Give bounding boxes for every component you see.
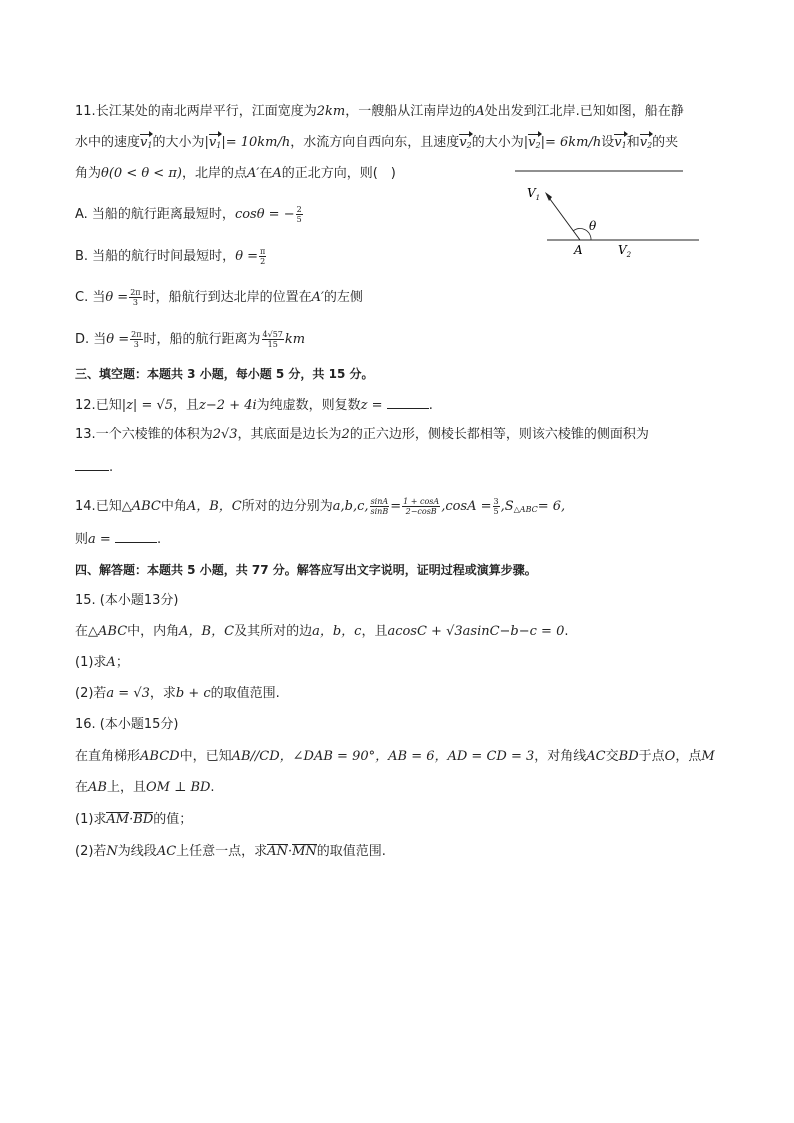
q16-text: 中，已知 [179, 749, 232, 764]
abs-v1: $|v_1|$ [204, 135, 225, 150]
q15-math: A，B，C [179, 624, 235, 639]
option-math: θ = [105, 290, 129, 305]
dot-operator: · [129, 812, 134, 827]
q13-text: 一个六棱锥的体积为 [95, 427, 213, 442]
option-math: θ = [235, 249, 259, 264]
q16-math: AC [156, 844, 177, 859]
q11-option-a [75, 205, 304, 224]
q16-line2 [75, 780, 215, 796]
q16-math: AC [586, 749, 606, 764]
q16-text: 上，且 [106, 780, 146, 795]
q15-math: acosC + √3asinC−b−c = 0 [387, 624, 565, 639]
v1-arrow [547, 195, 580, 240]
option-text: C. 当 [75, 290, 106, 305]
option-point: A′ [311, 290, 324, 305]
q15-text: ，且 [361, 624, 388, 639]
q11-text: 角为 [75, 166, 102, 181]
q14-text: 则 [75, 532, 89, 547]
fraction: $\frac{\pi}{2}$ [260, 247, 266, 266]
q16-text: (2)若 [75, 844, 107, 859]
q16-text: 为线段 [117, 844, 157, 859]
q13-number: 13. [75, 427, 96, 442]
q11-number: 11. [75, 104, 96, 119]
q12-math: |z| = √5 [121, 398, 174, 413]
q16-part2 [75, 844, 386, 860]
fraction: $\frac{2\pi}{3}$ [131, 330, 142, 349]
q11-text: 长江某处的南北两岸平行，江面宽度为 [95, 104, 317, 119]
theta-label: θ [589, 219, 597, 233]
q11-text: ，水流方向自西向东，且速度 [290, 135, 460, 150]
option-math: cosθ = − [234, 207, 295, 222]
q16-text: 在直角梯形 [75, 749, 141, 764]
q11-text: 处出发到江北岸.已知如图，船在静 [484, 104, 684, 119]
q16-text: 的取值范围. [316, 844, 386, 859]
point-a-label: A [574, 243, 583, 257]
section-3-heading: 三、填空题：本题共 3 小题，每小题 5 分，共 15 分。 [75, 367, 374, 381]
q11-point: A [475, 104, 485, 119]
q11-text: 水中的速度 [75, 135, 141, 150]
dot-operator: · [287, 844, 293, 859]
q16-text: (1)求 [75, 812, 107, 827]
q14-math: ,S [500, 499, 514, 514]
q14-math: △ABC [121, 499, 161, 514]
fraction: $\frac{\sin A}{\sin B}$ [370, 497, 389, 516]
q11-text: 设 [601, 135, 615, 150]
q14-text: 中角 [160, 499, 187, 514]
q16-part1 [75, 812, 192, 828]
q11-point: A [272, 166, 282, 181]
q14-line2 [75, 530, 161, 548]
q16-text: . [210, 780, 215, 795]
q16-math: O [664, 749, 676, 764]
answer-blank[interactable] [115, 530, 157, 543]
q16-text: 于点 [638, 749, 665, 764]
vector-v1: $v_1$ [614, 135, 626, 154]
q14-math: a,b,c, [332, 499, 369, 514]
vector-v1: $v_1$ [140, 135, 152, 154]
vector-v2: $v_2$ [459, 135, 471, 154]
q13-line1 [75, 427, 649, 443]
option-text: 时，船的航行距离为 [143, 332, 261, 347]
vector-am: AM [106, 812, 130, 827]
q16-text: ，点 [675, 749, 702, 764]
q11-theta-range: θ(0 < θ < π) [101, 166, 182, 181]
q11-option-c [75, 288, 363, 307]
q16-text: 上任意一点，求 [176, 844, 268, 859]
option-text: B. 当船的航行时间最短时， [75, 249, 236, 264]
q15-text: 中，内角 [127, 624, 180, 639]
q15-heading: 15. (本小题13分) [75, 593, 179, 608]
q11-line3 [75, 166, 396, 182]
q15-part2 [75, 686, 280, 702]
q12-number: 12. [75, 398, 96, 413]
q11-line2 [75, 135, 678, 154]
q16-math: M [701, 749, 715, 764]
q15-math: A [106, 655, 116, 670]
q12-math: z−2 + 4i [199, 398, 257, 413]
answer-blank[interactable] [387, 396, 429, 409]
q12-text: 为纯虚数，则复数 [256, 398, 361, 413]
fraction: $\frac{4√57}{15}$ [262, 330, 283, 349]
q11-text: 的夹 [652, 135, 679, 150]
q16-math: AB//CD，∠DAB = 90°，AB = 6，AD = CD = 3 [231, 749, 535, 764]
q16-text: ，对角线 [534, 749, 587, 764]
q16-heading: 16. (本小题15分) [75, 717, 179, 732]
q11-point: A′ [246, 166, 260, 181]
q15-text: 及其所对的边 [234, 624, 313, 639]
q15-text: 的取值范围. [210, 686, 280, 701]
q14-math: = [390, 499, 402, 514]
fraction: $\frac{3}{5}$ [493, 497, 499, 516]
q13-text: ，其底面是边长为 [237, 427, 342, 442]
vector-mn: MN [292, 844, 317, 859]
section-4-heading: 四、解答题：本题共 5 小题，共 77 分。解答应写出文字说明，证明过程或演算步骤。 [75, 563, 537, 577]
vector-bd: BD [133, 812, 154, 827]
q12-text: . [428, 398, 433, 413]
q15-math: a = √3 [106, 686, 150, 701]
q11-text: ，一艘船从江南岸边的 [345, 104, 476, 119]
option-text: D. 当 [75, 332, 107, 347]
q14-text: 已知 [95, 499, 122, 514]
q13-text: 的正六边形，侧棱长都相等，则该六棱锥的侧面积为 [349, 427, 649, 442]
q16-math: OM ⊥ BD [145, 780, 211, 795]
q11-width: 2km [316, 104, 346, 119]
option-text: 的左侧 [323, 290, 363, 305]
v1-label: $V_1$ [527, 186, 541, 202]
q14-text: . [156, 532, 162, 547]
q16-math: N [106, 844, 118, 859]
option-text: A. 当船的航行距离最短时， [75, 207, 235, 222]
q14-subscript: △ABC [513, 505, 538, 514]
q15-statement [75, 624, 569, 640]
option-unit: km [284, 332, 306, 347]
q16-text: 交 [605, 749, 619, 764]
q15-text: ； [115, 655, 129, 670]
q11-text: ，北岸的点 [181, 166, 247, 181]
q15-text: (2)若 [75, 686, 107, 701]
q16-math: AB [88, 780, 107, 795]
q13-text: . [109, 460, 114, 475]
q14-math: ,cosA = [441, 499, 492, 514]
q15-text: (1)求 [75, 655, 107, 670]
q15-math: a，b，c [312, 624, 362, 639]
q12 [75, 396, 433, 414]
q15-math: △ABC [88, 624, 128, 639]
option-text: 时，船航行到达北岸的位置在 [142, 290, 312, 305]
fraction: $\frac{2}{5}$ [296, 205, 302, 224]
q11-option-b [75, 247, 267, 266]
q13-math: 2√3 [212, 427, 238, 442]
q14-text: 所对的边分别为 [241, 499, 333, 514]
q14-math: a = [88, 532, 111, 547]
q16-text: 在 [75, 780, 89, 795]
q15-text: ，求 [149, 686, 176, 701]
q15-part1 [75, 655, 129, 671]
q16-math: BD [618, 749, 639, 764]
q14-line1 [75, 497, 565, 518]
vector-v2: $v_2$ [640, 135, 652, 154]
q11-text: 和 [626, 135, 640, 150]
q12-math: z = [360, 398, 383, 413]
answer-blank[interactable] [75, 458, 109, 471]
abs-v2: $|v_2|$ [524, 135, 545, 150]
q11-text: 在 [259, 166, 273, 181]
q13-line2 [75, 458, 113, 476]
q15-math: b + c [175, 686, 211, 701]
q11-text: 的大小为 [152, 135, 205, 150]
q16-text: 的值； [153, 812, 193, 827]
q12-text: 已知 [95, 398, 122, 413]
vector-an: AN [267, 844, 288, 859]
q11-text: 的大小为 [471, 135, 524, 150]
fraction: $\frac{1 + \cos A}{2-\cos B}$ [403, 497, 440, 516]
q13-math: 2 [341, 427, 350, 442]
v2-label: $V_2$ [618, 243, 632, 259]
q14-math: A，B，C [186, 499, 242, 514]
q11-speed1: = 10km/h [225, 135, 291, 150]
q11-line1 [75, 104, 684, 120]
q15-text: . [564, 624, 569, 639]
option-math: θ = [106, 332, 130, 347]
q15-text: 在 [75, 624, 89, 639]
q11-speed2: = 6km/h [544, 135, 602, 150]
fraction: $\frac{2\pi}{3}$ [130, 288, 141, 307]
q16-math: ABCD [140, 749, 180, 764]
q16-line1 [75, 749, 715, 765]
q14-math: = 6, [537, 499, 566, 514]
q14-number: 14. [75, 499, 96, 514]
q12-text: ，且 [173, 398, 200, 413]
q11-text: 的正北方向，则( ) [281, 166, 396, 181]
q11-option-d [75, 330, 305, 349]
river-diagram [505, 165, 705, 265]
